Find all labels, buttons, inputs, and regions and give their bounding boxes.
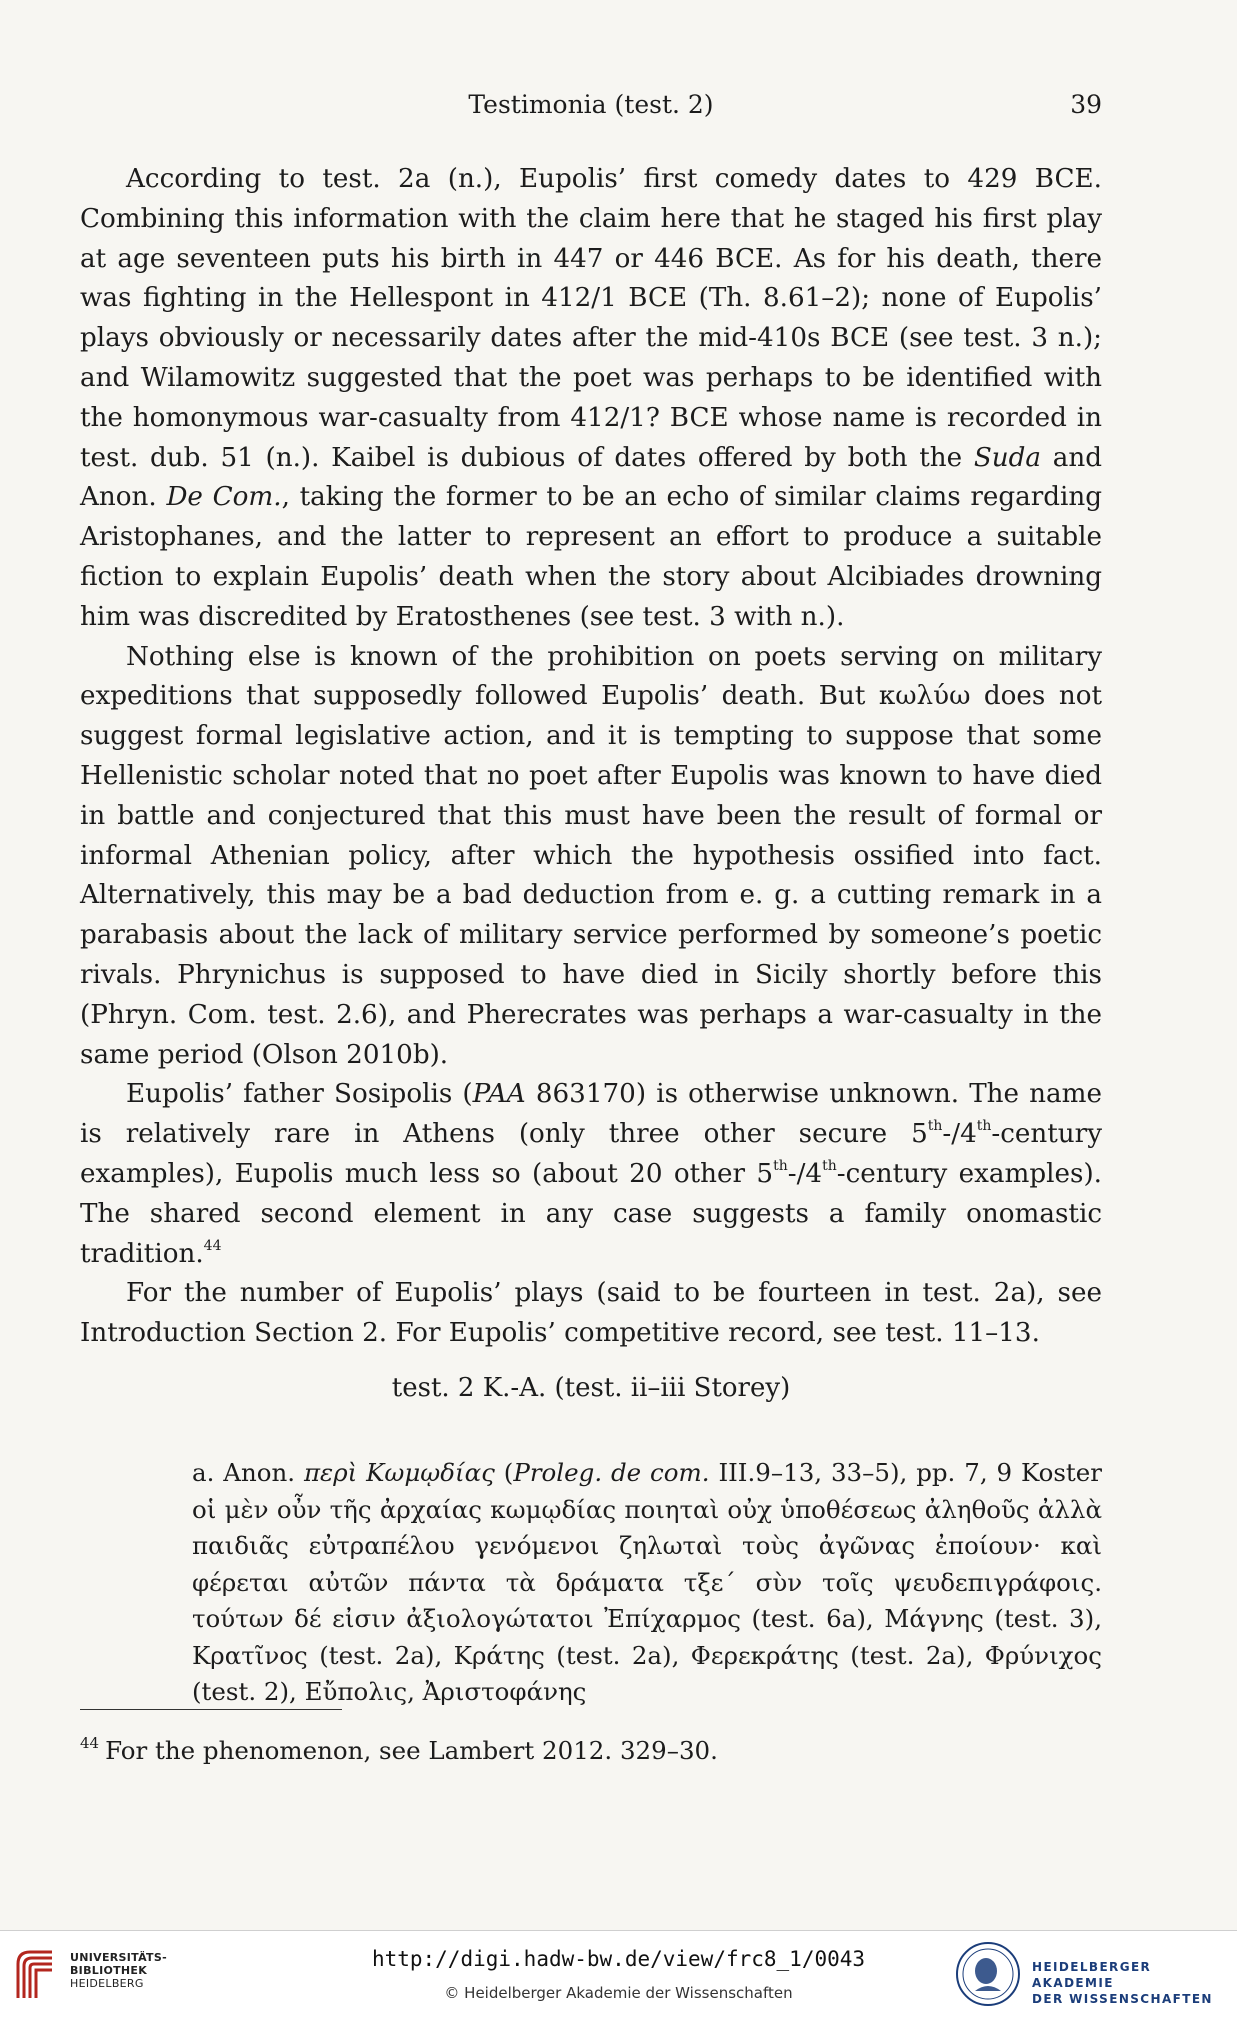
italic-text: Proleg. de com. bbox=[513, 1458, 710, 1487]
digitization-footer bbox=[0, 1930, 1237, 2018]
superscript: th bbox=[773, 1157, 788, 1174]
library-line: UNIVERSITÄTS- bbox=[70, 1951, 167, 1964]
footnote-rule bbox=[80, 1709, 342, 1710]
text-run: 863170) is otherwise unknown. The name is relatively rare in Athens (only three other secure 5 bbox=[80, 1079, 1102, 1150]
academy-line: HEIDELBERGER AKADEMIE bbox=[1032, 1960, 1152, 1990]
permalink-url[interactable]: http://digi.hadw-bw.de/view/frc8_1/0043 bbox=[371, 1947, 866, 1971]
superscript: th bbox=[976, 1118, 992, 1135]
running-head-title: Testimonia (test. 2) bbox=[468, 90, 714, 119]
commentary-body bbox=[80, 160, 1102, 1354]
superscript: 44 bbox=[203, 1237, 222, 1254]
text-run: For the number of Eupolis’ plays (said to be fourteen in test. 2a), see Introduction Section 2. For Eupolis’ competitive record, see test. 11–13. bbox=[80, 1278, 1102, 1349]
text-run: Nothing else is known of the prohibition on poets serving on military expeditions that supposedly followed Eupolis’ death. But κωλύω does not suggest formal legislative action, and it is tempting to suppose that some Hellenistic scholar noted that no poet after Eupolis was known to have died in battle and conjectured that this must have been the result of formal or informal Athenian policy, after which the hypothesis ossified into fact. Alternatively, this may be a bad deduction from e. g. a cutting remark in a parabasis about the lack of military service performed by someone’s poetic rivals. Phrynichus is supposed to have died in Sicily shortly before this (Phryn. Com. test. 2.6), and Pherecrates was perhaps a war-casualty in the same period (Olson 2010b). bbox=[80, 641, 1102, 1070]
page-number: 39 bbox=[1070, 90, 1102, 119]
text-run: -/4 bbox=[942, 1119, 977, 1150]
text-run: and Anon. bbox=[80, 442, 1102, 513]
italic-text: περὶ Κωμῳδίας bbox=[303, 1458, 495, 1487]
running-head bbox=[80, 90, 1102, 126]
copyright-notice: © Heidelberger Akademie der Wissenschaften bbox=[444, 1984, 793, 2002]
text-run: a. Anon. bbox=[192, 1458, 304, 1487]
text-run: III.9–13, 33–5), pp. 7, 9 Koster oἱ μὲν οὖν τῆς ἀρχαίας κωμῳδίας ποιηταὶ οὐχ ὑποθέσεως ἀληθοῦς ἀλλὰ παιδιᾶς εὐτραπέλου γενόμενοι ζηλωταὶ τοὺς ἀγῶνας ἐποίουν· καὶ φέρεται αὐτῶν πάντα τὰ δράματα τξε΄ σὺν τοῖς ψευδεπιγράφοις. τούτων δέ εἰσιν ἀξιολογώτατοι Ἐπίχαρμος (test. 6a), Μάγνης (test. 3), Κρατῖνος (test. 2a), Κράτης (test. 2a), Φερεκράτης (test. 2a), Φρύνιχος (test. 2), Εὔπολις, Ἀριστοφάνης bbox=[192, 1458, 1102, 1706]
footnote-mark: 44 bbox=[80, 1734, 100, 1752]
body-paragraph bbox=[80, 1075, 1102, 1274]
library-line: HEIDELBERG bbox=[70, 1977, 144, 1990]
library-line: BIBLIOTHEK bbox=[70, 1964, 148, 1977]
body-paragraph bbox=[80, 1274, 1102, 1354]
footnote-44 bbox=[80, 1734, 1102, 1768]
italic-text: PAA bbox=[472, 1079, 526, 1110]
text-run: -/4 bbox=[787, 1158, 823, 1189]
text-run: -century examples), Eupolis much less so (about 20 other 5 bbox=[80, 1119, 1102, 1189]
text-run: , taking the former to be an echo of similar claims regarding Aristophanes, and the latter to represent an effort to produce a suitable fiction to explain Eupolis’ death when the story about Alcibiades drowning him was discredited by Eratosthenes (see test. 3 with n.). bbox=[80, 482, 1103, 632]
academy-seal-icon bbox=[955, 1941, 1021, 2007]
text-run: According to test. 2a (n.), Eupolis’ first comedy dates to 429 BCE. Combining this information with the claim here that he staged his first play at age seventeen puts his birth in 447 or 446 BCE. As for his death, there was fighting in the Hellespont in 412/1 BCE (Th. 8.61–2); none of Eupolis’ plays obviously or necessarily dates after the mid-410s BCE (see test. 3 n.); and Wilamowitz suggested that the poet was perhaps to be identified with the homonymous war-casualty from 412/1? BCE whose name is recorded in test. dub. 51 (n.). Kaibel is dubious of dates offered by both the bbox=[80, 164, 1102, 473]
superscript: th bbox=[927, 1118, 943, 1135]
testimonium-quote bbox=[192, 1455, 1102, 1711]
body-paragraph bbox=[80, 638, 1102, 1076]
body-paragraph bbox=[80, 160, 1102, 638]
academy-name bbox=[1032, 1959, 1237, 2007]
quote-paragraph bbox=[192, 1455, 1102, 1711]
academy-line: DER WISSENSCHAFTEN bbox=[1032, 1992, 1213, 2006]
text-run: ( bbox=[494, 1458, 514, 1487]
italic-text: De Com. bbox=[166, 482, 282, 513]
text-run: Eupolis’ father Sosipolis ( bbox=[126, 1079, 473, 1110]
text-run: -century examples). The shared second element in any case suggests a family onomastic tradition. bbox=[80, 1158, 1102, 1269]
superscript: th bbox=[822, 1157, 837, 1174]
section-heading: test. 2 K.-A. (test. ii–iii Storey) bbox=[391, 1373, 791, 1403]
footnote-text: For the phenomenon, see Lambert 2012. 329–30. bbox=[105, 1736, 718, 1765]
italic-text: Suda bbox=[973, 442, 1042, 473]
